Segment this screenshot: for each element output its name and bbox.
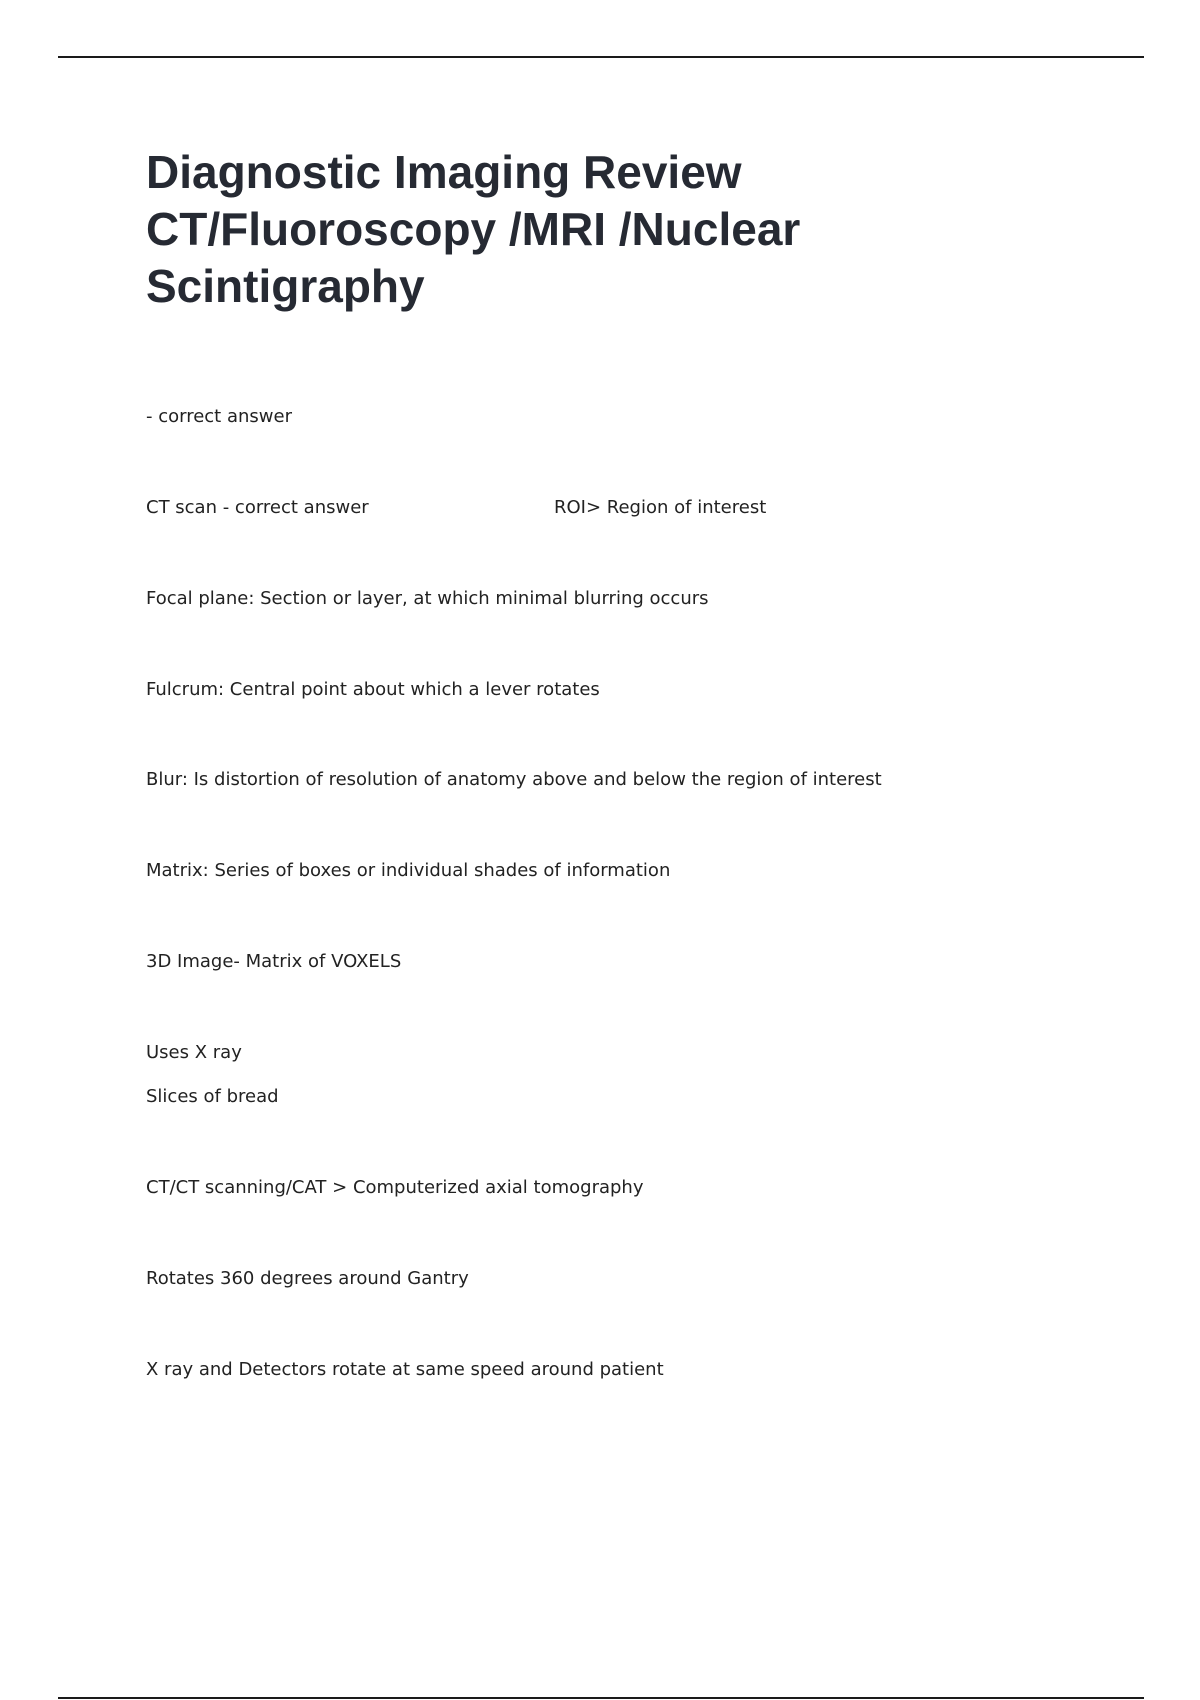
body-line-blur: Blur: Is distortion of resolution of anatomy above and below the region of interest: [146, 769, 882, 790]
body-line-3d-image: 3D Image- Matrix of VOXELS: [146, 951, 402, 972]
body-line-slices-of-bread: Slices of bread: [146, 1086, 279, 1107]
body-line-ct-scan: CT scan - correct answer: [146, 497, 369, 518]
title-line-3: Scintigraphy: [146, 260, 425, 312]
body-line-focal-plane: Focal plane: Section or layer, at which minimal blurring occurs: [146, 588, 709, 609]
body-line-matrix: Matrix: Series of boxes or individual shades of information: [146, 860, 671, 881]
body-line-x-ray-detectors: X ray and Detectors rotate at same speed around patient: [146, 1359, 664, 1380]
document-title: [146, 144, 1046, 315]
bottom-rule: [58, 1697, 1144, 1699]
body-line-fulcrum: Fulcrum: Central point about which a lever rotates: [146, 679, 600, 700]
title-line-1: Diagnostic Imaging Review: [146, 146, 742, 198]
body-line-rotates-360: Rotates 360 degrees around Gantry: [146, 1268, 469, 1289]
body-line-correct-answer: - correct answer: [146, 406, 292, 427]
body-line-uses-x-ray: Uses X ray: [146, 1042, 242, 1063]
title-line-2: CT/Fluoroscopy /MRI /Nuclear: [146, 203, 801, 255]
top-rule: [58, 56, 1144, 58]
body-line-ct-cat: CT/CT scanning/CAT > Computerized axial tomography: [146, 1177, 644, 1198]
body-line-roi: ROI> Region of interest: [554, 497, 767, 518]
